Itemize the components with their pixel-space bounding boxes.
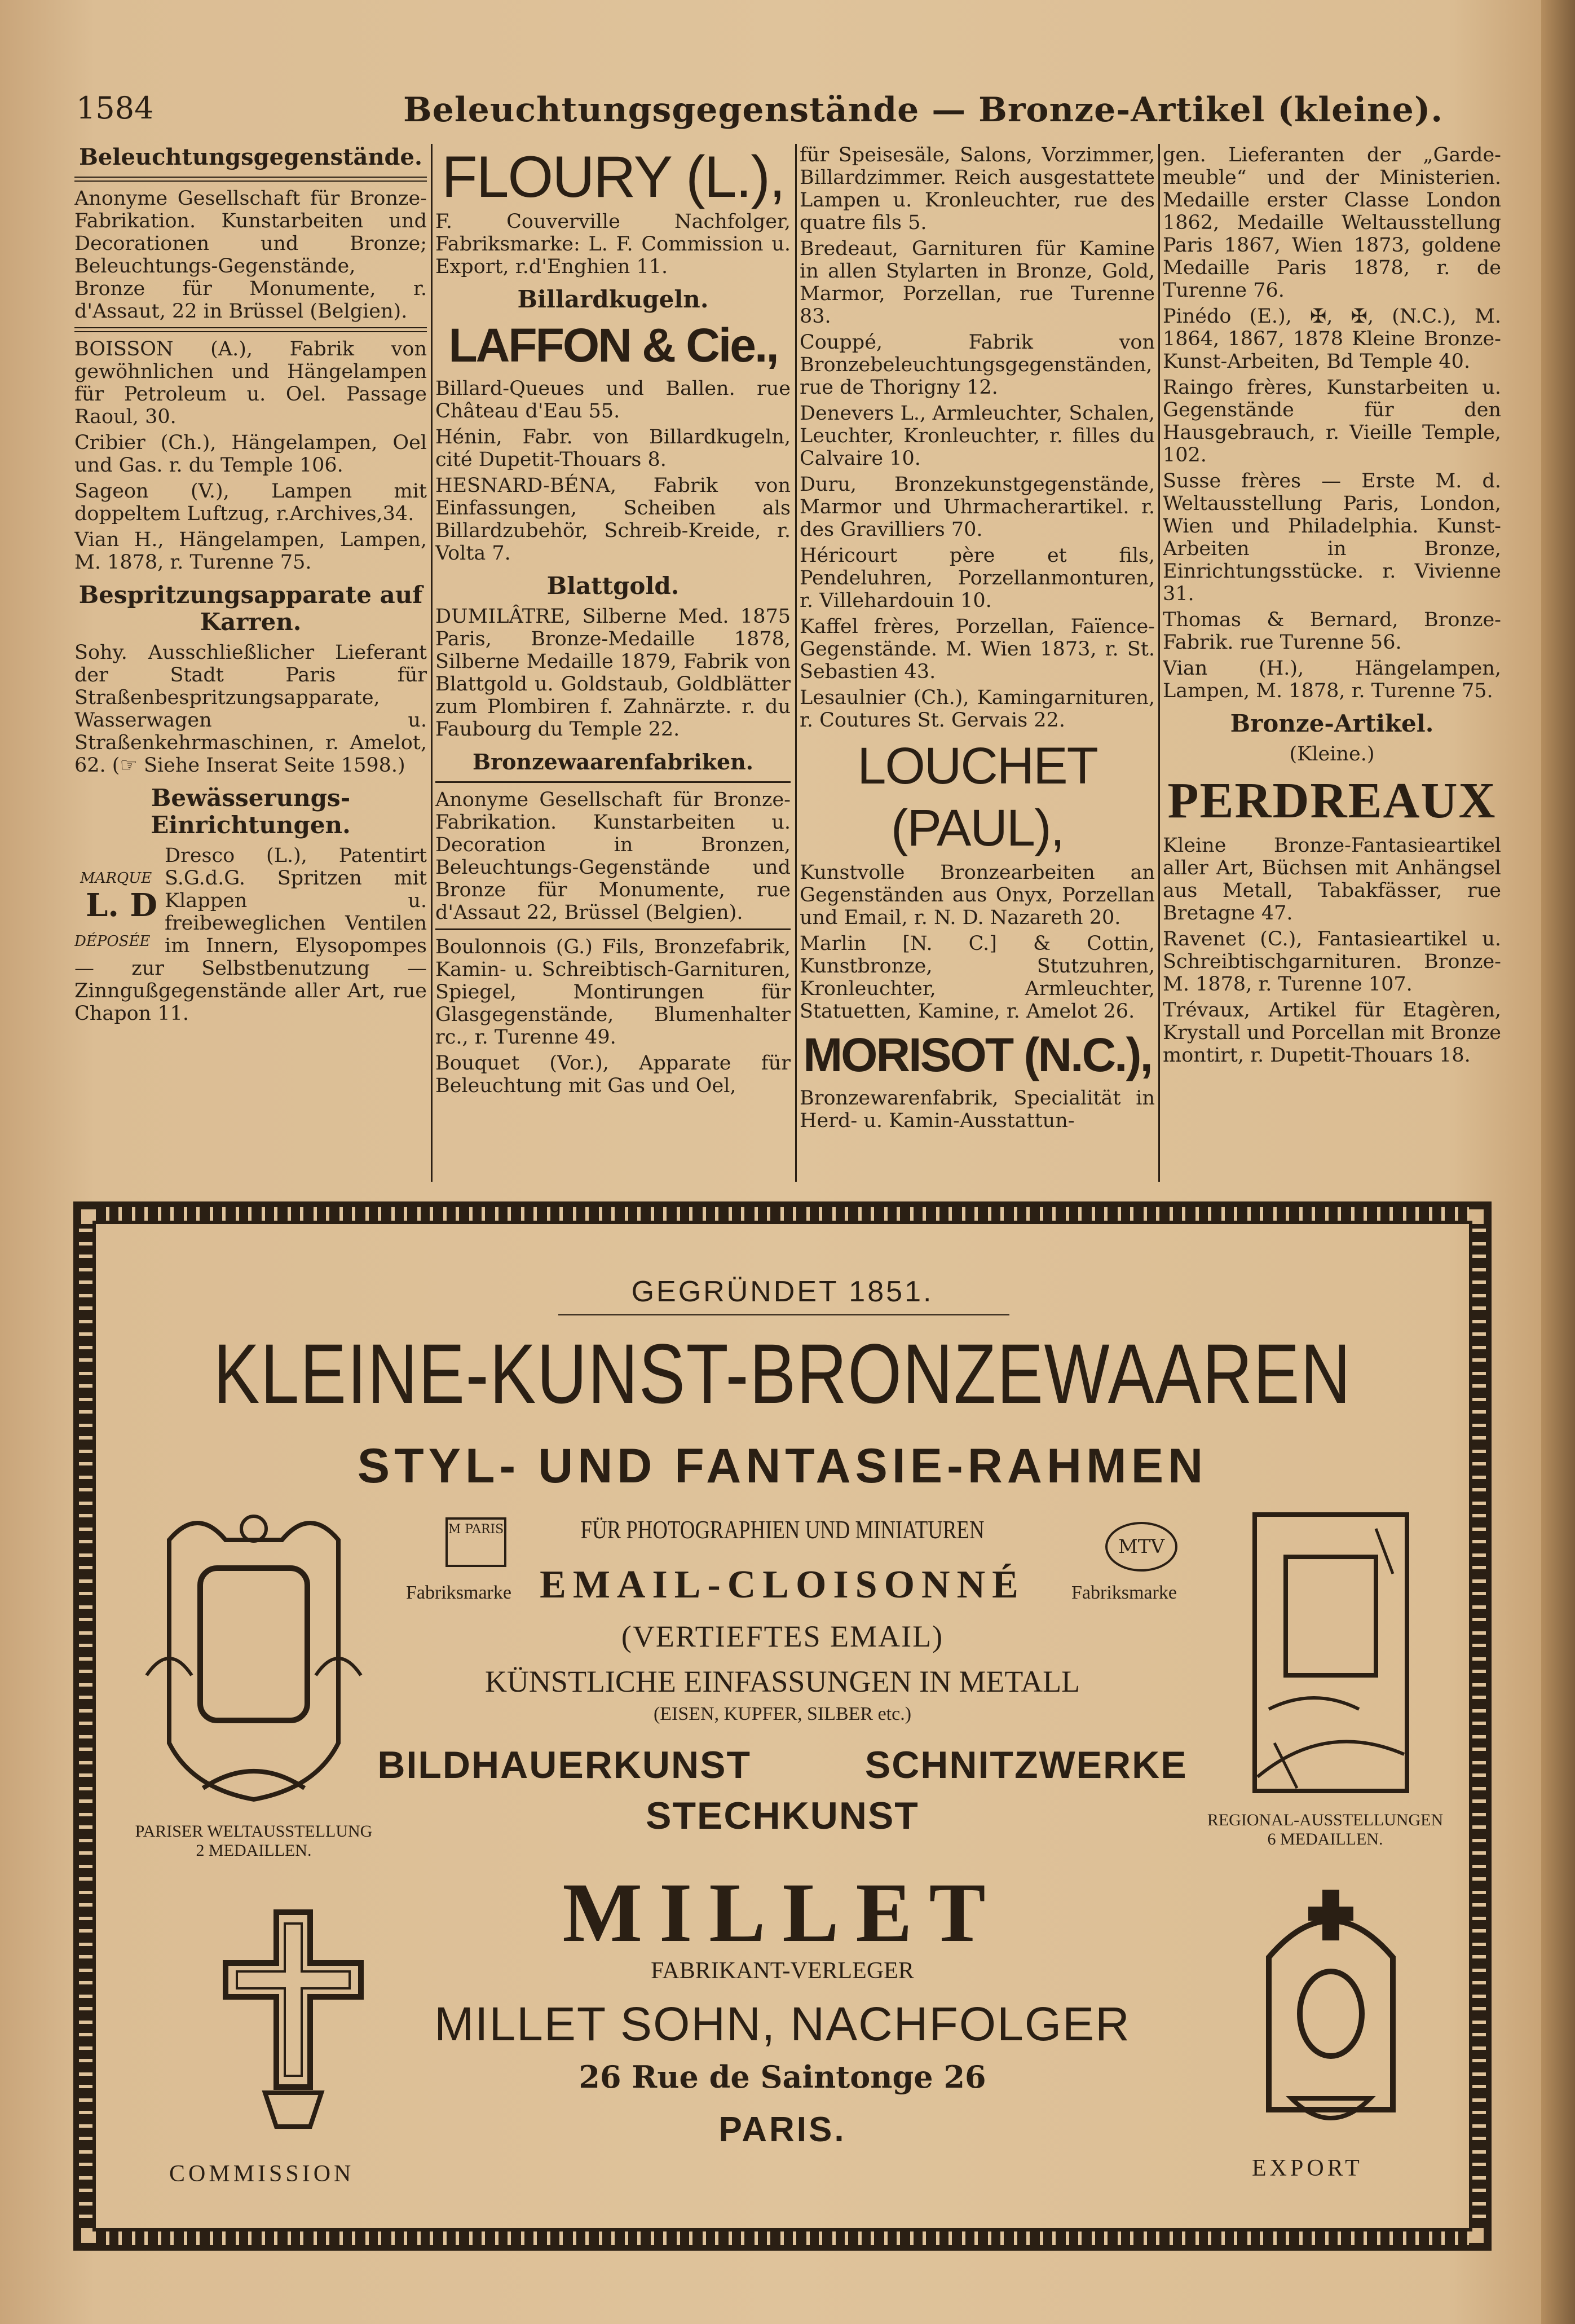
- section-heading: Bronzewaarenfabriken.: [472, 749, 753, 774]
- display-advertiser: LOUCHET (PAUL),: [857, 737, 1097, 857]
- page-header: [76, 85, 1486, 141]
- entry: Bronzewarenfabrik, Specialität in Herd- u. Kamin-Ausstattun-: [800, 1087, 1155, 1132]
- ad-address: 26 Rue de Saintonge 26: [579, 2059, 986, 2095]
- entry: Couppé, Fabrik von Bronzebeleuchtungsgegenständen, rue de Thorigny 12.: [800, 331, 1155, 399]
- section-heading: Bronze-Artikel.: [1230, 710, 1434, 737]
- export-label: EXPORT: [1252, 2155, 1363, 2181]
- entry: Sageon (V.), Lampen mit doppeltem Luftzug, r.Archives,34.: [74, 480, 427, 525]
- ad-line: EMAIL-CLOISONNÉ: [540, 1563, 1025, 1606]
- ad-line: FABRIKANT-VERLEGER: [651, 1958, 914, 1984]
- fabriksmarke-label: Fabriksmarke: [406, 1582, 511, 1603]
- entry: Bouquet (Vor.), Apparate für Beleuchtung mit Gas und Oel,: [435, 1052, 791, 1097]
- entry: Kleine Bronze-Fantasieartikel aller Art, Büchsen mit Anhängsel aus Metall, Tabakfässer, rue Bretagne 47.: [1163, 834, 1501, 925]
- divider: [435, 781, 791, 783]
- display-advertiser: PERDREAUX: [1167, 773, 1497, 829]
- section-heading: Blattgold.: [546, 572, 680, 600]
- bamboo-frame-illustration: [1246, 1506, 1415, 1799]
- column-rule: [795, 144, 797, 1182]
- page-number: 1584: [76, 90, 154, 126]
- entry: Bredeaut, Garnituren für Kamine in allen Stylarten in Bronze, Gold, Marmor, Porzellan, rue Turenne 83.: [800, 237, 1155, 328]
- entry: Kunstvolle Bronzearbeiten an Gegenständen aus Onyx, Porzellan und Email, r. N. D. Nazareth 20.: [800, 861, 1155, 929]
- exhibition-name: REGIONAL-AUSSTELLUNGEN: [1207, 1811, 1444, 1829]
- ad-word: BILDHAUERKUNST: [377, 1744, 752, 1786]
- entry: Boulonnois (G.) Fils, Bronzefabrik, Kamin- u. Schreibtisch-Garnituren, Spiegel, Montirungen für Glasgegenstände, Blumenhalter rc., r. Turenne 49.: [435, 936, 791, 1049]
- entry: Denevers L., Armleuchter, Schalen, Leuchter, Kronleuchter, r. filles du Calvaire 10.: [800, 402, 1155, 470]
- entry: Susse frères — Erste M. d. Weltausstellung Paris, London, Wien und Philadelphia. Kunst-Arbeiten in Bronze, Einrichtungsstücke. r. Vivienne 31.: [1163, 470, 1501, 605]
- millet-advertisement: [73, 1201, 1492, 2251]
- entry: Duru, Bronzekunstgegenstände, Marmor und Uhrmacherartikel. r. des Gravilliers 70.: [800, 473, 1155, 541]
- trademark-label: DÉPOSÉE: [74, 933, 151, 950]
- display-advertiser: MORISOT (N.C.),: [803, 1028, 1152, 1081]
- medal-count: 2 MEDAILLEN.: [196, 1841, 312, 1860]
- divider: [74, 177, 427, 182]
- column-3: [800, 144, 1155, 1182]
- entry: Marlin [N. C.] & Cottin, Kunstbronze, Stutzuhren, Kronleuchter, Armleuchter, Statuetten, Kamine, r. Amelot 26.: [800, 932, 1155, 1023]
- ad-line: MILLET SOHN, NACHFOLGER: [434, 1997, 1131, 2050]
- section-heading: Bewässerungs-Einrichtungen.: [151, 784, 351, 839]
- millet-wordmark: MILLET: [562, 1866, 1003, 1960]
- divider: [558, 1314, 1009, 1315]
- entry: Pinédo (E.), ✠, ✠, (N.C.), M. 1864, 1867, 1878 Kleine Bronze-Kunst-Arbeiten, Bd Temple 40.: [1163, 305, 1501, 373]
- running-head: Beleuchtungsgegenstände — Bronze-Artikel (kleine).: [403, 90, 1444, 130]
- ad-line: STECHKUNST: [646, 1794, 919, 1837]
- entry: Trévaux, Artikel für Etagèren, Krystall und Porcellan mit Bronze montirt, r. Dupetit-Thouars 18.: [1163, 999, 1501, 1067]
- ornate-frame-illustration: [135, 1506, 372, 1822]
- entry: Cribier (Ch.), Hängelampen, Oel und Gas. r. du Temple 106.: [74, 432, 427, 477]
- entry: F. Couverville Nachfolger, Fabriksmarke: L. F. Commission u. Export, r.d'Enghien 11.: [435, 210, 791, 278]
- column-2: [435, 144, 791, 1182]
- ad-line: (EISEN, KUPFER, SILBER etc.): [653, 1704, 912, 1724]
- ad-line: (VERTIEFTES EMAIL): [621, 1619, 944, 1653]
- ad-line: KÜNSTLICHE EINFASSUNGEN IN METALL: [484, 1665, 1080, 1698]
- ad-word: SCHNITZWERKE: [864, 1744, 1188, 1786]
- entry: Héricourt père et fils, Pendeluhren, Porzellanmonturen, r. Villehardouin 10.: [800, 544, 1155, 612]
- entry: Raingo frères, Kunstarbeiten u. Gegenstände für den Hausgebrauch, r. Vieille Temple, 102.: [1163, 376, 1501, 466]
- cross-illustration: [203, 1901, 383, 2138]
- entry: Lesaulnier (Ch.), Kamingarnituren, r. Coutures St. Gervais 22.: [800, 686, 1155, 732]
- section-heading: Bespritzungsapparate auf Karren.: [78, 581, 423, 636]
- holy-water-font-illustration: [1246, 1873, 1415, 2143]
- column-rule: [431, 144, 433, 1182]
- entry: BOISSON (A.), Fabrik von gewöhnlichen und Hängelampen für Petroleum u. Oel. Passage Raoul, 30.: [74, 338, 427, 428]
- divider: [74, 327, 427, 332]
- exhibition-award: [113, 1822, 395, 1860]
- entry: gen. Lieferanten der „Garde-meuble“ und der Ministerien. Medaille erster Classe London 1862, Medaille Weltausstellung Paris 1867, Wien 1873, goldene Medaille Paris 1878, r. de Turenne 76.: [1163, 144, 1501, 302]
- column-rule: [1158, 144, 1160, 1182]
- medal-count: 6 MEDAILLEN.: [1267, 1830, 1383, 1848]
- ad-city: PARIS.: [718, 2110, 846, 2149]
- entry: Vian (H.), Hängelampen, Lampen, M. 1878, r. Turenne 75.: [1163, 657, 1501, 702]
- display-advertiser: FLOURY (L.),: [442, 144, 784, 210]
- column-4: [1163, 144, 1501, 1182]
- right-trademark: MTV: [1105, 1522, 1177, 1572]
- entry: Sohy. Ausschließlicher Lieferant der Stadt Paris für Straßenbespritzungsapparate, Wasserwagen u. Straßenkehrmaschinen, r. Amelot, 62. (☞ Siehe Inserat Seite 1598.): [74, 641, 427, 777]
- entry: Anonyme Gesellschaft für Bronze-Fabrikation. Kunstarbeiten und Decorationen und Bronze; Beleuchtungs-Gegenstände, Bronze für Monumente, r. d'Assaut, 22 in Brüssel (Belgien).: [74, 187, 427, 323]
- entry: Kaffel frères, Porzellan, Faïence-Gegenstände. M. Wien 1873, r. St. Sebastien 43.: [800, 615, 1155, 683]
- entry: Ravenet (C.), Fantasieartikel u. Schreibtischgarnituren. Bronze-M. 1878, r. Turenne 107.: [1163, 928, 1501, 996]
- display-advertiser: LAFFON & Cie.,: [448, 319, 778, 372]
- entry: Dresco (L.), Patentirt S.G.d.G. Spritzen mit Klappen u. freibeweglichen Ventilen im Innern, Elysopompes — zur Selbstbenutzung — Zinngußgegenstände aller Art, rue Chapon 11.: [74, 844, 427, 1025]
- exhibition-name: PARISER WELTAUSSTELLUNG: [135, 1822, 373, 1841]
- entry: Thomas & Bernard, Bronze-Fabrik. rue Turenne 56.: [1163, 609, 1501, 654]
- ad-line: FÜR PHOTOGRAPHIEN UND MINIATUREN: [580, 1515, 985, 1544]
- fabriksmarke-label: Fabriksmarke: [1071, 1582, 1177, 1603]
- left-trademark: M PARIS: [445, 1517, 506, 1567]
- trademark-initials: L. D: [86, 887, 157, 924]
- column-1: [74, 144, 427, 1182]
- trademark-logo: [74, 867, 159, 952]
- exhibition-award: [1167, 1811, 1483, 1849]
- ad-subtitle: STYL- UND FANTASIE-RAHMEN: [357, 1439, 1208, 1493]
- entry: Vian H., Hängelampen, Lampen, M. 1878, r. Turenne 75.: [74, 529, 427, 574]
- entry: für Speisesäle, Salons, Vorzimmer, Billardzimmer. Reich ausgestattete Lampen u. Kronleuchter, rue des quatre fils 5.: [800, 144, 1155, 234]
- section-subheading: (Kleine.): [1289, 743, 1375, 765]
- entry: DUMILÂTRE, Silberne Med. 1875 Paris, Bronze-Medaille 1878, Silberne Medaille 1879, Fabrik von Blattgold u. Goldstaub, Goldblätter zum Plombiren f. Zahnärzte. r. du Faubourg du Temple 22.: [435, 605, 791, 741]
- book-spine-shadow: [1541, 0, 1575, 2324]
- entry: HESNARD-BÉNA, Fabrik von Einfassungen, Scheiben als Billardzubehör, Schreib-Kreide, r. Volta 7.: [435, 474, 791, 565]
- entry: Hénin, Fabr. von Billardkugeln, cité Dupetit-Thouars 8.: [435, 426, 791, 471]
- founded-line: GEGRÜNDET 1851.: [631, 1275, 934, 1308]
- section-heading: Billardkugeln.: [517, 285, 709, 313]
- entry: Anonyme Gesellschaft für Bronze-Fabrikation. Kunstarbeiten u. Decoration in Bronzen, Beleuchtungs-Gegenstände und Bronze für Monumente, rue d'Assaut 22, Brüssel (Belgien).: [435, 789, 791, 924]
- entry: Billard-Queues und Ballen. rue Château d'Eau 55.: [435, 377, 791, 422]
- commission-label: COMMISSION: [169, 2161, 355, 2187]
- entry-with-mark: [74, 844, 427, 1025]
- ad-title: KLEINE-KUNST-BRONZEWAAREN: [213, 1326, 1352, 1421]
- trademark-label: MARQUE: [80, 870, 152, 887]
- divider: [435, 928, 791, 930]
- section-heading: Beleuchtungsgegenstände.: [79, 144, 422, 170]
